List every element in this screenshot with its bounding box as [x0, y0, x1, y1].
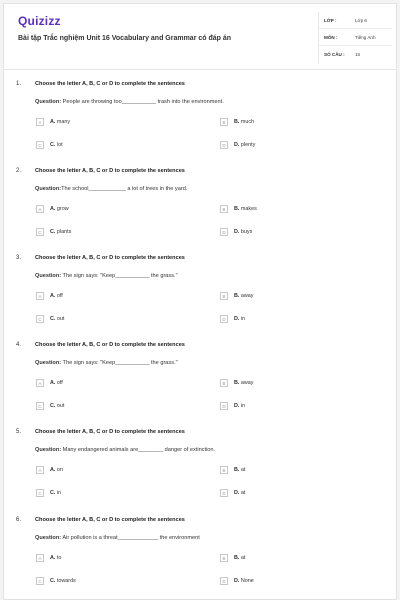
- option-d[interactable]: [220, 141, 255, 149]
- option-key: A.: [50, 206, 56, 212]
- option-text: off: [56, 293, 63, 299]
- option-letter-box: A: [36, 379, 44, 387]
- question-text: [35, 99, 224, 105]
- question-body: People are throwing too___________ trash into the environment.: [61, 99, 224, 105]
- question-number: 3.: [16, 255, 22, 261]
- option-key: C.: [50, 403, 56, 409]
- option-key: C.: [50, 490, 56, 496]
- option-key: C.: [50, 316, 56, 322]
- question-label: Question:: [35, 99, 62, 105]
- option-c[interactable]: [36, 402, 64, 410]
- option-a[interactable]: [36, 466, 63, 474]
- question-number: 2.: [16, 168, 22, 174]
- option-key: D.: [234, 229, 240, 235]
- option-text: plants: [56, 229, 72, 235]
- option-c[interactable]: [36, 577, 76, 585]
- option-letter-box: D: [220, 489, 228, 497]
- option-text: out: [56, 316, 65, 322]
- option-text: towards: [56, 578, 76, 584]
- option-a[interactable]: [36, 379, 63, 387]
- question-body: The sign says: "Keep___________ the grass.": [61, 360, 178, 366]
- meta-label: MÔN :: [324, 34, 338, 40]
- meta-row-grade: [319, 12, 392, 29]
- worksheet-header: [4, 4, 396, 70]
- option-text: None: [240, 578, 254, 584]
- question-text: [35, 273, 178, 279]
- option-letter-box: C: [36, 228, 44, 236]
- option-text: much: [240, 119, 255, 125]
- option-b[interactable]: [220, 118, 254, 126]
- question-body: The school____________ a lot of trees in the yard.: [61, 186, 188, 192]
- option-text: to: [56, 555, 62, 561]
- meta-row-question-count: [319, 46, 392, 63]
- question-text: [35, 186, 187, 192]
- option-key: C.: [50, 578, 56, 584]
- meta-value: 15: [355, 52, 361, 57]
- option-letter-box: A: [36, 554, 44, 562]
- option-key: D.: [234, 142, 240, 148]
- option-key: B.: [234, 206, 240, 212]
- option-letter-box: D: [220, 141, 228, 149]
- meta-label: LỚP :: [324, 17, 337, 23]
- option-key: A.: [50, 293, 56, 299]
- meta-row-subject: [319, 29, 392, 46]
- question-number: 1.: [16, 81, 22, 87]
- question-number: 4.: [16, 342, 22, 348]
- question-text: [35, 535, 200, 541]
- option-text: grow: [56, 206, 69, 212]
- option-letter-box: B: [220, 379, 228, 387]
- option-b[interactable]: [220, 379, 254, 387]
- option-text: makes: [240, 206, 257, 212]
- option-key: A.: [50, 380, 56, 386]
- option-text: at: [240, 490, 246, 496]
- option-d[interactable]: [220, 489, 245, 497]
- option-key: D.: [234, 316, 240, 322]
- worksheet-page: [3, 3, 397, 600]
- option-text: in: [240, 316, 246, 322]
- option-key: B.: [234, 293, 240, 299]
- option-letter-box: B: [220, 466, 228, 474]
- option-letter-box: C: [36, 141, 44, 149]
- option-text: off: [56, 380, 63, 386]
- option-letter-box: B: [220, 118, 228, 126]
- meta-value: Lớp 6: [355, 17, 367, 23]
- option-key: B.: [234, 380, 240, 386]
- option-letter-box: D: [220, 402, 228, 410]
- option-key: A.: [50, 555, 56, 561]
- option-key: B.: [234, 119, 240, 125]
- option-b[interactable]: [220, 292, 254, 300]
- question-number: 5.: [16, 429, 22, 435]
- option-c[interactable]: [36, 141, 63, 149]
- meta-label: SỐ CÂU :: [324, 52, 345, 57]
- option-text: on: [56, 467, 63, 473]
- option-text: at: [240, 467, 246, 473]
- option-d[interactable]: [220, 228, 252, 236]
- option-letter-box: C: [36, 489, 44, 497]
- option-text: out: [56, 403, 65, 409]
- option-d[interactable]: [220, 315, 245, 323]
- option-letter-box: D: [220, 577, 228, 585]
- option-d[interactable]: [220, 402, 245, 410]
- option-letter-box: D: [220, 315, 228, 323]
- option-letter-box: B: [220, 292, 228, 300]
- option-key: A.: [50, 467, 56, 473]
- option-b[interactable]: [220, 466, 245, 474]
- question-instruction: Choose the letter A, B, C or D to complete the sentences: [35, 168, 185, 174]
- question-label: Question:: [35, 360, 62, 366]
- question-label: Question:: [35, 273, 62, 279]
- option-letter-box: D: [220, 228, 228, 236]
- option-key: B.: [234, 555, 240, 561]
- option-letter-box: C: [36, 315, 44, 323]
- option-text: buys: [240, 229, 253, 235]
- option-letter-box: A: [36, 205, 44, 213]
- question-instruction: Choose the letter A, B, C or D to complete the sentences: [35, 429, 185, 435]
- question-instruction: Choose the letter A, B, C or D to complete the sentences: [35, 342, 185, 348]
- question-label: Question:: [35, 186, 62, 192]
- option-key: D.: [234, 578, 240, 584]
- option-b[interactable]: [220, 554, 245, 562]
- option-c[interactable]: [36, 315, 64, 323]
- question-instruction: Choose the letter A, B, C or D to complete the sentences: [35, 255, 185, 261]
- option-text: in: [56, 490, 62, 496]
- option-a[interactable]: [36, 118, 70, 126]
- quizizz-logo[interactable]: Quizizz: [18, 14, 61, 28]
- option-text: at: [240, 555, 246, 561]
- option-key: C.: [50, 229, 56, 235]
- question-number: 6.: [16, 517, 22, 523]
- option-letter-box: C: [36, 577, 44, 585]
- option-letter-box: C: [36, 402, 44, 410]
- option-a[interactable]: [36, 205, 69, 213]
- option-letter-box: A: [36, 466, 44, 474]
- option-letter-box: A: [36, 118, 44, 126]
- worksheet-meta-table: [318, 12, 392, 63]
- question-instruction: Choose the letter A, B, C or D to complete the sentences: [35, 517, 185, 523]
- option-text: away: [240, 293, 254, 299]
- option-letter-box: B: [220, 205, 228, 213]
- question-body: Many endangered animals are________ danger of extinction.: [61, 447, 216, 453]
- option-c[interactable]: [36, 228, 71, 236]
- option-letter-box: A: [36, 292, 44, 300]
- question-label: Question:: [35, 535, 62, 541]
- question-body: Air pollution is a threat_____________ the environment: [61, 535, 200, 541]
- option-key: C.: [50, 142, 56, 148]
- question-label: Question:: [35, 447, 62, 453]
- option-letter-box: B: [220, 554, 228, 562]
- option-b[interactable]: [220, 205, 257, 213]
- option-text: plenty: [240, 142, 256, 148]
- option-key: B.: [234, 467, 240, 473]
- option-text: lot: [56, 142, 63, 148]
- question-body: The sign says: "Keep___________ the grass.": [61, 273, 178, 279]
- option-a[interactable]: [36, 554, 61, 562]
- option-c[interactable]: [36, 489, 61, 497]
- option-text: in: [240, 403, 246, 409]
- option-a[interactable]: [36, 292, 63, 300]
- question-text: [35, 360, 178, 366]
- question-text: [35, 447, 215, 453]
- option-key: D.: [234, 403, 240, 409]
- option-key: A.: [50, 119, 56, 125]
- option-text: many: [56, 119, 71, 125]
- option-text: away: [240, 380, 254, 386]
- worksheet-title: Bài tập Trắc nghiệm Unit 16 Vocabulary and Grammar có đáp án: [18, 35, 232, 42]
- meta-value: Tiếng Anh: [355, 34, 376, 40]
- question-instruction: Choose the letter A, B, C or D to complete the sentences: [35, 81, 185, 87]
- option-d[interactable]: [220, 577, 254, 585]
- option-key: D.: [234, 490, 240, 496]
